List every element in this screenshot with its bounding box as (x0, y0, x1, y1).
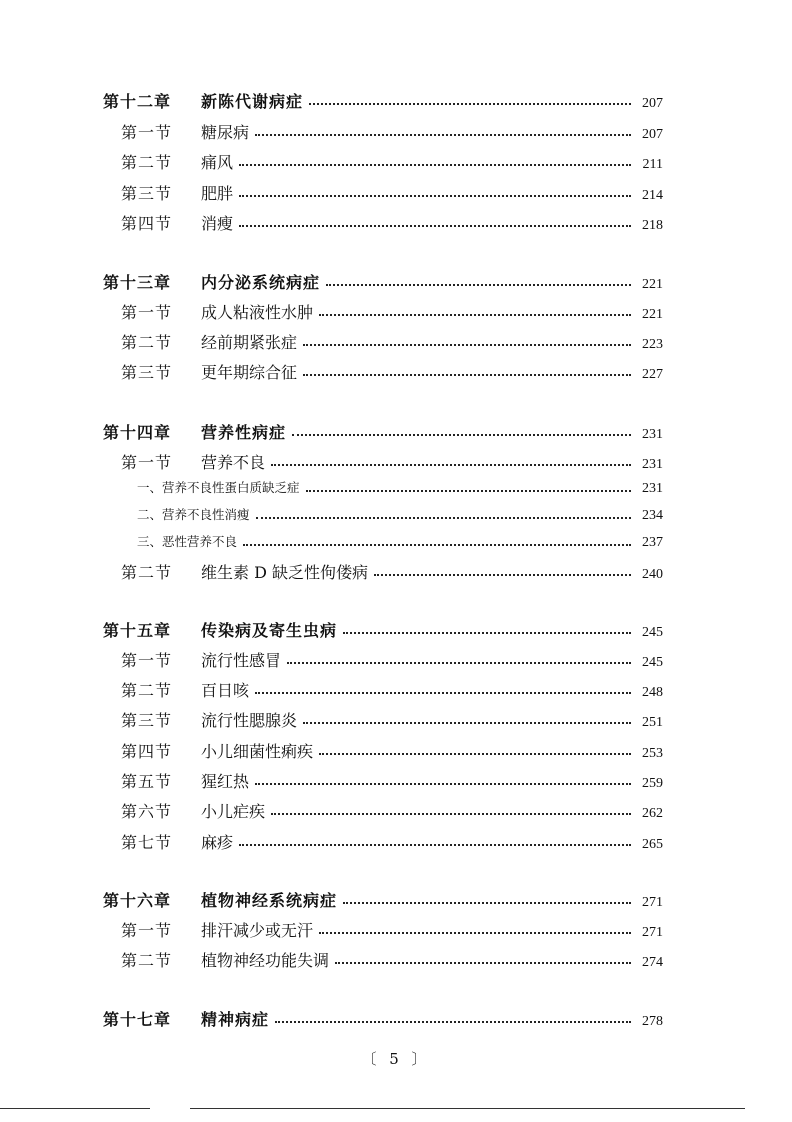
entry-number: 第十四章 (103, 423, 172, 442)
dot-leader (306, 489, 631, 492)
entry-page: 271 (642, 895, 663, 910)
entry-title: 流行性感冒 (201, 651, 282, 670)
entry-page: 231 (642, 481, 663, 496)
entry-number: 第二节 (121, 333, 173, 352)
dot-leader (255, 691, 631, 694)
page-number-footer: 〔 5 〕 (361, 1050, 431, 1068)
toc-subsection (137, 532, 663, 552)
dot-leader (319, 752, 631, 755)
dot-leader (303, 373, 631, 376)
entry-title: 营养性病症 (201, 423, 287, 442)
entry-number: 第十二章 (103, 92, 172, 111)
entry-number: 第三节 (121, 711, 173, 730)
dot-leader (239, 163, 631, 166)
dot-leader (319, 313, 631, 316)
toc-section (121, 450, 663, 474)
entry-number: 第十五章 (103, 621, 172, 640)
entry-number: 第一节 (121, 651, 173, 670)
entry-number: 第十七章 (103, 1010, 172, 1029)
entry-title: 新陈代谢病症 (201, 92, 304, 111)
dot-leader (255, 782, 631, 785)
entry-title: 植物神经功能失调 (201, 951, 330, 970)
dot-leader (271, 463, 631, 466)
entry-page: 278 (642, 1014, 663, 1029)
dot-leader (243, 543, 631, 546)
toc-section (121, 739, 663, 763)
entry-title: 肥胖 (201, 184, 234, 203)
dot-leader (343, 631, 631, 634)
toc-section (121, 120, 663, 144)
entry-title: 猩红热 (201, 772, 250, 791)
entry-page: 253 (642, 746, 663, 761)
dot-leader (239, 194, 631, 197)
entry-number: 第四节 (121, 742, 173, 761)
dot-leader (292, 433, 631, 436)
entry-number: 第七节 (121, 833, 173, 852)
toc-section (121, 769, 663, 793)
toc-subsection (137, 505, 663, 525)
entry-number: 第十三章 (103, 273, 172, 292)
entry-title: 内分泌系统病症 (201, 273, 321, 292)
entry-page: 231 (642, 427, 663, 442)
dot-leader (374, 573, 631, 576)
entry-page: 211 (642, 157, 663, 172)
dot-leader (287, 661, 631, 664)
entry-page: 234 (642, 508, 663, 523)
entry-number: 第十六章 (103, 891, 172, 910)
entry-number: 第一节 (121, 921, 173, 940)
toc-section (121, 300, 663, 324)
entry-title: 三、恶性营养不良 (137, 534, 238, 549)
entry-number: 第四节 (121, 214, 173, 233)
dot-leader (335, 961, 631, 964)
dot-leader (303, 721, 631, 724)
entry-page: 245 (642, 625, 663, 640)
dot-leader (303, 343, 631, 346)
entry-page: 237 (642, 535, 663, 550)
dot-leader (326, 283, 631, 286)
toc-section (121, 211, 663, 235)
entry-title: 小儿疟疾 (201, 802, 266, 821)
entry-title: 百日咳 (201, 681, 250, 700)
scan-edge-line (190, 1108, 745, 1109)
toc-chapter-13 (103, 270, 663, 294)
toc-subsection (137, 478, 663, 498)
entry-page: 214 (642, 188, 663, 203)
entry-number: 第二节 (121, 681, 173, 700)
entry-title: 小儿细菌性痢疾 (201, 742, 314, 761)
entry-title: 更年期综合征 (201, 363, 298, 382)
dot-leader (309, 102, 631, 105)
toc-chapter-14 (103, 420, 663, 444)
toc-chapter-17 (103, 1007, 663, 1031)
toc-section (121, 830, 663, 854)
entry-page: 265 (642, 837, 663, 852)
entry-page: 248 (642, 685, 663, 700)
toc-section (121, 918, 663, 942)
entry-number: 第五节 (121, 772, 173, 791)
entry-title: 痛风 (201, 153, 234, 172)
dot-leader (256, 516, 631, 519)
entry-number: 第三节 (121, 363, 173, 382)
dot-leader (343, 901, 631, 904)
entry-number: 第三节 (121, 184, 173, 203)
scan-edge-line (0, 1108, 150, 1109)
entry-page: 207 (642, 127, 663, 142)
dot-leader (255, 133, 631, 136)
entry-number: 第一节 (121, 453, 173, 472)
entry-page: 274 (642, 955, 663, 970)
entry-page: 231 (642, 457, 663, 472)
toc-chapter-15 (103, 618, 663, 642)
dot-leader (271, 812, 631, 815)
entry-page: 207 (642, 96, 663, 111)
entry-page: 259 (642, 776, 663, 791)
dot-leader (319, 931, 631, 934)
toc-section (121, 708, 663, 732)
entry-title: 一、营养不良性蛋白质缺乏症 (137, 480, 300, 495)
dot-leader (239, 224, 631, 227)
entry-number: 第六节 (121, 802, 173, 821)
entry-title: 流行性腮腺炎 (201, 711, 298, 730)
entry-title: 精神病症 (201, 1010, 270, 1029)
toc-section (121, 360, 663, 384)
entry-title: 排汗减少或无汗 (201, 921, 314, 940)
entry-title: 消瘦 (201, 214, 234, 233)
entry-number: 第二节 (121, 563, 173, 582)
entry-number: 第二节 (121, 153, 173, 172)
toc-section (121, 678, 663, 702)
dot-leader (239, 843, 631, 846)
entry-page: 218 (642, 218, 663, 233)
entry-page: 262 (642, 806, 663, 821)
toc-section (121, 799, 663, 823)
entry-title: 植物神经系统病症 (201, 891, 338, 910)
toc-section (121, 948, 663, 972)
entry-title: 麻疹 (201, 833, 234, 852)
entry-title: 二、营养不良性消瘦 (137, 507, 250, 522)
entry-page: 251 (642, 715, 663, 730)
entry-page: 245 (642, 655, 663, 670)
entry-title: 成人粘液性水肿 (201, 303, 314, 322)
entry-number: 第二节 (121, 951, 173, 970)
entry-page: 223 (642, 337, 663, 352)
entry-title: 传染病及寄生虫病 (201, 621, 338, 640)
entry-page: 221 (642, 307, 663, 322)
entry-number: 第一节 (121, 303, 173, 322)
entry-page: 271 (642, 925, 663, 940)
entry-title: 糖尿病 (201, 123, 250, 142)
entry-page: 240 (642, 567, 663, 582)
entry-title: 经前期紧张症 (201, 333, 298, 352)
toc-section (121, 330, 663, 354)
toc-chapter-12 (103, 89, 663, 113)
toc-section (121, 648, 663, 672)
entry-number: 第一节 (121, 123, 173, 142)
entry-title: 维生素 D 缺乏性佝偻病 (201, 563, 369, 582)
toc-section (121, 150, 663, 174)
entry-page: 221 (642, 277, 663, 292)
toc-section (121, 560, 663, 584)
toc-chapter-16 (103, 888, 663, 912)
toc-section (121, 181, 663, 205)
entry-title: 营养不良 (201, 453, 266, 472)
entry-page: 227 (642, 367, 663, 382)
dot-leader (275, 1020, 631, 1023)
